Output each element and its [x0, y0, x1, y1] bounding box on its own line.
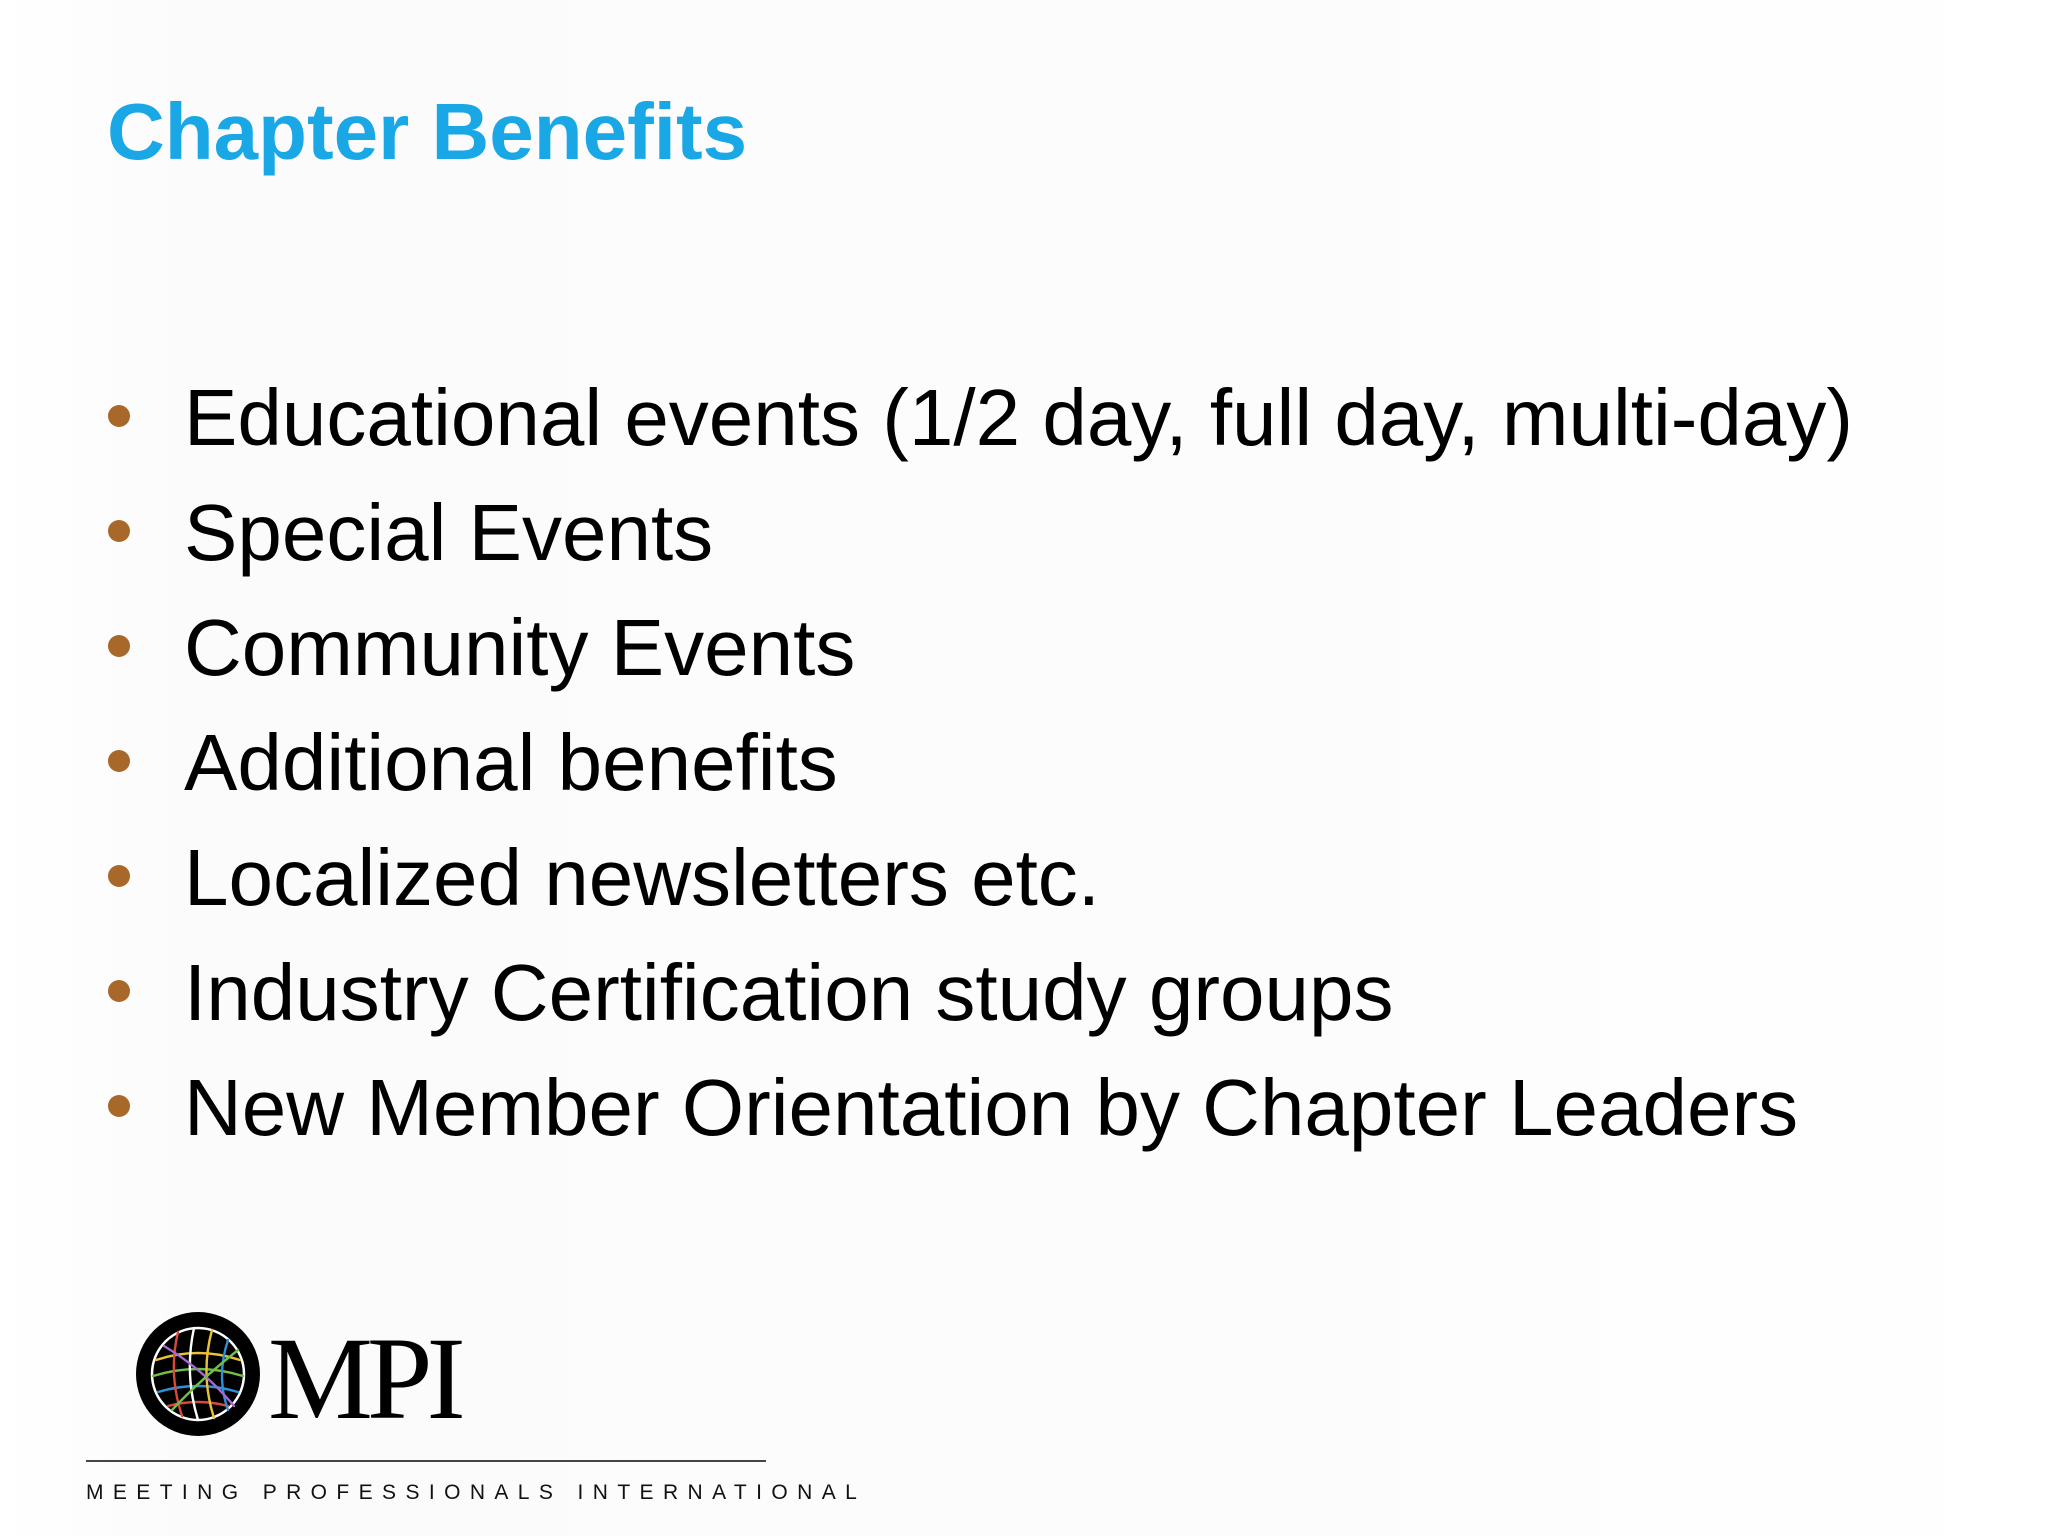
bullet-text: New Member Orientation by Chapter Leaders	[184, 1063, 1799, 1152]
bullet-text: Additional benefits	[184, 718, 838, 807]
footer-divider	[86, 1460, 766, 1462]
bullet-text: Educational events (1/2 day, full day, multi-day)	[184, 373, 1853, 462]
bullet-text: Industry Certification study groups	[184, 948, 1394, 1037]
globe-icon	[134, 1310, 262, 1438]
bullet-icon	[108, 635, 130, 657]
bullet-text: Community Events	[184, 603, 856, 692]
bullet-icon	[108, 750, 130, 772]
organization-tagline: MEETING PROFESSIONALS INTERNATIONAL	[86, 1481, 867, 1504]
bullet-text: Special Events	[184, 488, 714, 577]
bullet-icon	[108, 865, 130, 887]
bullet-text: Localized newsletters etc.	[184, 833, 1101, 922]
logo-wordmark: MPI	[268, 1313, 460, 1444]
bullet-icon	[108, 405, 130, 427]
slide-title: Chapter Benefits	[107, 87, 748, 176]
bullet-icon	[108, 980, 130, 1002]
bullet-icon	[108, 520, 130, 542]
bullet-icon	[108, 1095, 130, 1117]
mpi-logo	[134, 1310, 460, 1450]
